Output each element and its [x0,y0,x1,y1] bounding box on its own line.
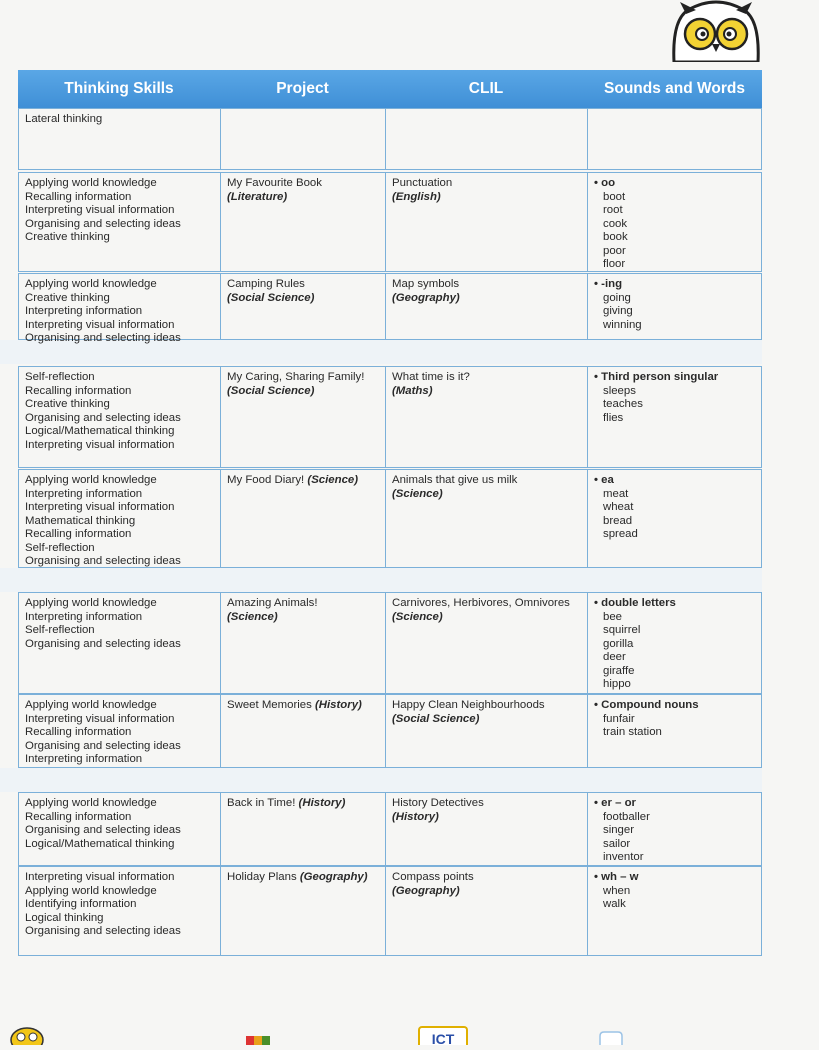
project-subject: (History) [298,797,346,809]
word-item: giraffe [603,664,635,677]
table-row [18,694,762,768]
cell-clil [385,172,587,272]
skill-item: Recalling information [25,810,132,823]
unit-separator [0,768,762,792]
skill-item: Mathematical thinking [25,514,136,527]
clil-subject: (Social Science) [392,712,480,725]
word-item: book [603,231,628,243]
skill-item: Interpreting information [25,753,143,765]
cell-clil [385,273,587,340]
header-sounds-and-words: Sounds and Words [604,80,745,97]
skill-item: Applying world knowledge [25,177,157,189]
cell-sounds-and-words [587,366,762,468]
word-item: poor [603,244,626,257]
skill-item: Interpreting information [25,487,143,500]
skill-item: Organising and selecting ideas [25,332,181,344]
skill-item: Self-reflection [25,541,95,554]
skill-item: Interpreting visual information [25,318,175,331]
word-item: hippo [603,678,631,690]
cell-project [220,172,385,272]
sound-pattern: • oo [594,177,616,189]
skill-item: Organising and selecting ideas [25,824,181,836]
skill-item: Interpreting visual information [25,871,175,883]
table-row [18,108,762,170]
clil-title: Happy Clean Neighbourhoods [392,699,545,711]
table-row [18,273,762,344]
cell-thinking-skills [18,592,220,694]
project-subject: (Science) [307,474,359,486]
word-item: squirrel [603,624,641,636]
cell-sounds-and-words [587,694,762,768]
cell-clil [385,366,587,468]
skill-item: Recalling information [25,190,132,203]
word-item: flies [603,411,624,424]
project-subject: (Social Science) [227,291,315,304]
book-cover-icon [246,1036,270,1045]
table-row [18,592,762,694]
cell-sounds-and-words [587,108,762,170]
cell-project [220,866,385,956]
skill-item: Creative thinking [25,291,110,304]
word-item: boot [603,190,626,203]
skill-item: Applying world knowledge [25,474,157,486]
skill-item: Applying world knowledge [25,797,157,809]
skill-item: Organising and selecting ideas [25,411,181,424]
project-subject: (History) [315,699,362,711]
header-thinking-skills: Thinking Skills [64,80,174,97]
clil-title: Punctuation [392,177,453,189]
project-title: My Food Diary! [227,474,305,486]
cell-clil [385,792,587,866]
header-clil: CLIL [468,80,504,97]
skill-item: Organising and selecting ideas [25,637,181,650]
word-item: inventor [603,851,644,863]
clil-title: Animals that give us milk [392,474,518,486]
word-item: walk [603,898,626,910]
project-title: Holiday Plans [227,871,297,883]
clil-subject: (Geography) [392,884,460,897]
word-item: root [603,204,623,216]
skill-item: Creative thinking [25,231,110,243]
table-row [18,469,762,568]
word-item: when [603,884,631,897]
word-item: footballer [603,810,650,823]
word-item: deer [603,651,626,663]
word-item: wheat [603,501,634,513]
word-item: bee [603,610,623,623]
word-item: going [603,291,631,304]
clil-title: Carnivores, Herbivores, Omnivores [392,597,570,609]
skill-item: Organising and selecting ideas [25,739,181,752]
cell-project [220,792,385,866]
sound-pattern: • wh – w [594,871,639,883]
project-title: My Caring, Sharing Family! [227,371,365,383]
word-item: funfair [603,712,635,725]
word-item: train station [603,726,662,738]
sound-pattern: • Compound nouns [594,699,699,711]
sound-pattern: • ea [594,474,614,486]
skill-item: Recalling information [25,726,132,738]
clil-subject: (Science) [392,610,443,623]
bee-mascot-icon [8,1022,46,1045]
skill-item: Interpreting information [25,610,143,623]
word-item: giving [603,305,633,317]
cell-clil [385,592,587,694]
word-item: spread [603,528,638,540]
project-subject: (Social Science) [227,384,315,397]
sound-pattern: • Third person singular [594,371,719,383]
cell-project [220,108,385,170]
cell-project [220,592,385,694]
cell-thinking-skills [18,694,220,768]
skill-item: Recalling information [25,384,132,397]
word-item: cook [603,217,628,230]
owl-mascot-icon [666,0,766,62]
skill-item: Applying world knowledge [25,278,157,290]
skill-item: Logical/Mathematical thinking [25,837,175,850]
word-item: floor [603,258,626,270]
clil-title: What time is it? [392,371,470,383]
skill-item: Lateral thinking [25,113,103,125]
skill-item: Applying world knowledge [25,699,157,711]
skill-item: Applying world knowledge [25,884,157,897]
cell-clil [385,866,587,956]
skill-item: Creative thinking [25,398,110,410]
clil-title: Compass points [392,871,474,883]
cell-sounds-and-words [587,273,762,340]
cell-thinking-skills [18,866,220,956]
table-row [18,366,762,468]
cell-thinking-skills [18,108,220,170]
skill-item: Organising and selecting ideas [25,217,181,230]
cell-sounds-and-words [587,866,762,956]
sound-pattern: • er – or [594,797,636,809]
cell-thinking-skills [18,273,220,344]
cell-project [220,469,385,568]
cell-sounds-and-words [587,592,762,694]
cell-sounds-and-words [587,172,762,272]
cell-clil [385,694,587,768]
cell-clil [385,469,587,568]
clil-subject: (English) [392,190,441,203]
skill-item: Interpreting information [25,305,143,317]
project-subject: (Geography) [299,871,368,883]
header-project: Project [276,80,329,97]
unit-separator [0,568,762,592]
project-subject: (Science) [227,610,278,623]
cell-sounds-and-words [587,469,762,568]
word-item: sleeps [603,384,636,397]
skill-item: Applying world knowledge [25,597,157,609]
skill-item: Recalling information [25,528,132,540]
sound-pattern: • double letters [594,597,676,609]
cell-clil [385,108,587,170]
word-item: meat [603,487,629,500]
cell-project [220,366,385,468]
skill-item: Logical thinking [25,911,104,924]
word-item: sailor [603,837,631,850]
skill-item: Organising and selecting ideas [25,925,181,937]
skill-item: Interpreting visual information [25,438,175,451]
clil-title: Map symbols [392,278,460,290]
table-header [18,70,762,108]
word-item: singer [603,824,635,836]
skill-item: Self-reflection [25,371,95,383]
word-item: teaches [603,398,643,410]
table-row [18,866,762,956]
cell-thinking-skills [18,792,220,866]
ict-badge: ICT [418,1026,468,1045]
project-title: Camping Rules [227,278,305,290]
clil-subject: (Geography) [392,291,460,304]
skill-item: Logical/Mathematical thinking [25,425,175,437]
table-row [18,172,762,272]
skill-item: Identifying information [25,898,137,910]
cell-sounds-and-words [587,792,762,866]
skill-item: Interpreting visual information [25,204,175,216]
word-item: bread [603,514,633,527]
table-row [18,792,762,866]
word-item: winning [603,318,642,331]
cell-thinking-skills [18,366,220,468]
clil-subject: (Science) [392,487,443,500]
project-title: Back in Time! [227,797,296,809]
project-title: Amazing Animals! [227,597,318,609]
skill-item: Interpreting visual information [25,712,175,725]
project-subject: (Literature) [227,190,288,203]
clil-subject: (Maths) [392,384,433,397]
skill-item: Interpreting visual information [25,501,175,513]
clil-title: History Detectives [392,797,484,809]
cell-project [220,273,385,340]
word-item: gorilla [603,637,634,650]
sound-pattern: • -ing [594,278,623,290]
skill-item: Self-reflection [25,624,95,636]
project-title: My Favourite Book [227,177,322,189]
project-title: Sweet Memories [227,699,312,711]
speech-bubble-icon [598,1030,624,1045]
cell-thinking-skills [18,469,220,568]
skill-item: Organising and selecting ideas [25,555,181,567]
cell-thinking-skills [18,172,220,272]
clil-subject: (History) [392,810,439,823]
cell-project [220,694,385,768]
